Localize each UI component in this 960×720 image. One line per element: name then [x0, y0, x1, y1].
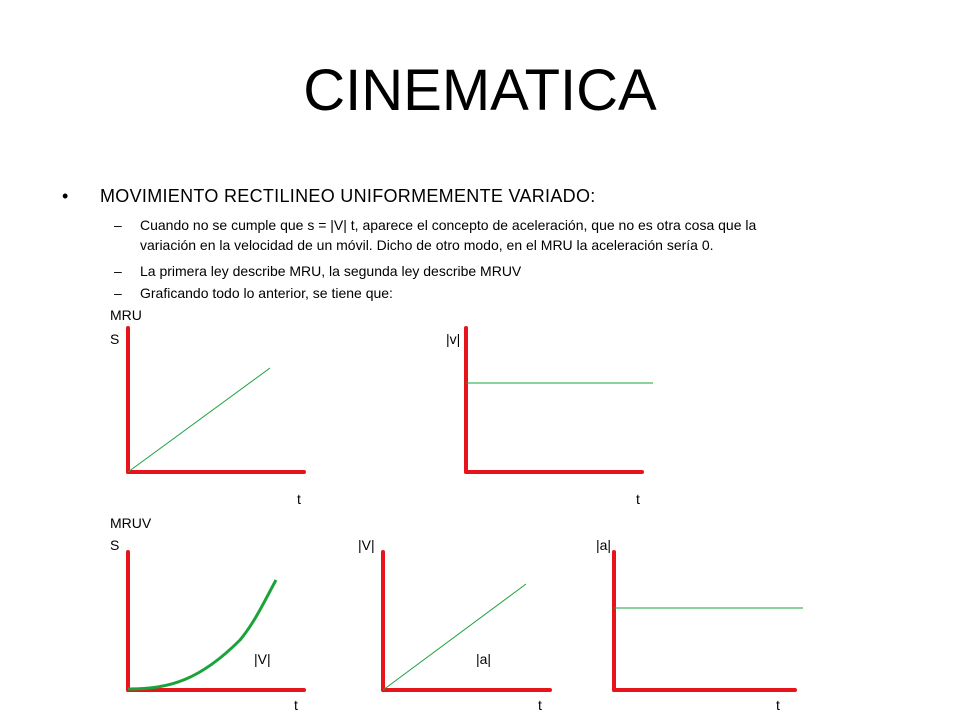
mruv-graph1-position-curve — [128, 580, 276, 689]
point-1-line-2: variación en la velocidad de un móvil. Dicho de otro modo, en el MRU la aceleración sería 0. — [140, 237, 714, 253]
dash-marker-3: – — [114, 285, 122, 301]
mruv-graph3-x-label: t — [776, 697, 780, 713]
point-3-line-1: Graficando todo lo anterior, se tiene que: — [140, 285, 393, 301]
mruv-graph2-x-label: t — [538, 697, 542, 713]
mruv-graph2 — [383, 552, 550, 690]
point-2-line-1: La primera ley describe MRU, la segunda ley describe MRUV — [140, 263, 522, 279]
mruv-graph1-x-label: t — [294, 697, 298, 713]
dash-marker-1: – — [114, 217, 122, 233]
mruv-graph2-velocity-line — [383, 584, 526, 690]
point-1-line-1: Cuando no se cumple que s = |V| t, aparece el concepto de aceleración, que no es otra cosa que la — [140, 217, 757, 233]
mruv-graph3-y-label: |a| — [596, 537, 612, 553]
mru-graph1-x-label: t — [297, 491, 301, 507]
mru-graph2-x-label: t — [636, 491, 640, 507]
mruv-graph1 — [128, 552, 304, 690]
mruv-graph1-curve-label: |V| — [254, 651, 271, 667]
bullet-marker: • — [62, 186, 69, 206]
mruv-graph3 — [614, 552, 803, 690]
mru-graph2 — [466, 328, 653, 472]
mruv-graph1-y-label: S — [110, 537, 120, 553]
section-heading: MOVIMIENTO RECTILINEO UNIFORMEMENTE VARIADO: — [100, 186, 596, 206]
mruv-graph2-y-label: |V| — [358, 537, 375, 553]
slide-title: CINEMATICA — [303, 58, 657, 123]
mruv-label: MRUV — [110, 515, 152, 531]
dash-marker-2: – — [114, 263, 122, 279]
mru-graph1-position-line — [128, 368, 270, 472]
mru-graph1 — [128, 328, 304, 472]
mru-graph2-y-label: |v| — [446, 331, 461, 347]
mru-label: MRU — [110, 307, 142, 323]
mruv-graph2-curve-label: |a| — [476, 651, 492, 667]
mru-graph1-y-label: S — [110, 331, 120, 347]
